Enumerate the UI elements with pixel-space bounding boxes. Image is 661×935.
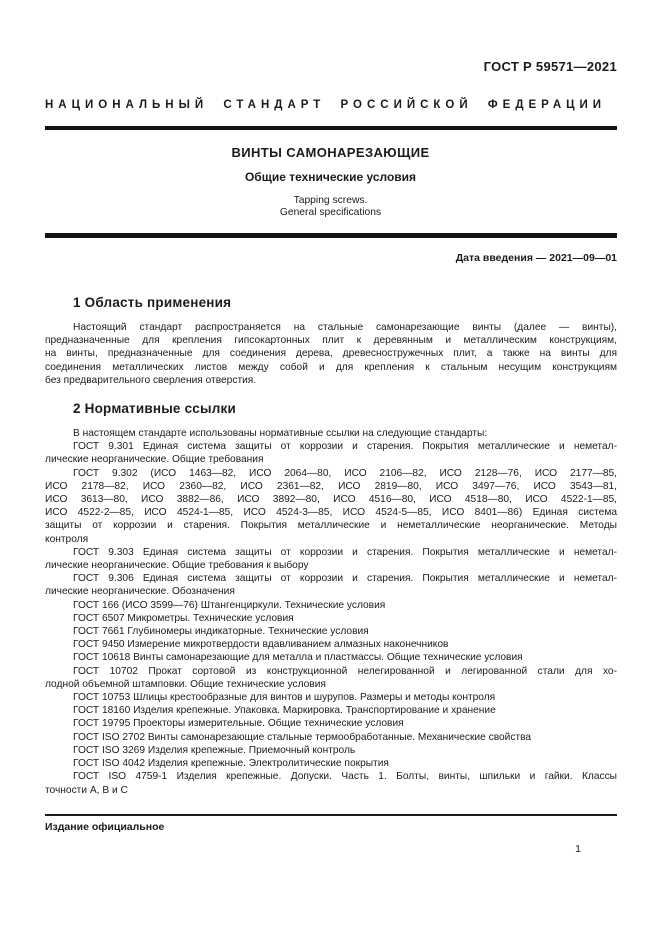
- paragraph-line: ГОСТ ISO 3269 Изделия крепежные. Приемочный контроль: [73, 744, 356, 756]
- paragraph: [45, 731, 617, 744]
- paragraph-line: ГОСТ 9.303 Единая система защиты от коррозии и старения. Покрытия металлические и неметал-: [73, 546, 617, 558]
- document-body: [45, 295, 617, 797]
- paragraph-line: лодной объемной штамповки. Общие технические условия: [45, 678, 326, 690]
- header-rule: [45, 126, 617, 130]
- doc-number: ГОСТ Р 59571—2021: [483, 59, 617, 74]
- section-heading: 1 Область применения: [73, 295, 232, 310]
- paragraph-line: ГОСТ 7661 Глубиномеры индикаторные. Технические условия: [73, 626, 369, 638]
- paragraph-line: ГОСТ 10753 Шлицы крестообразные для винтов и шурупов. Размеры и методы контроля: [73, 692, 496, 704]
- edition-note: Издание официальное: [45, 821, 165, 833]
- paragraph-line: ГОСТ 6507 Микрометры. Технические условия: [73, 612, 294, 624]
- paragraph: [45, 651, 617, 664]
- paragraph-line: ИСО 3613—80, ИСО 3882—86, ИСО 3892—80, ИСО 4516—80, ИСО 4518—80, ИСО 4522-1—85,: [45, 494, 617, 506]
- paragraph-line: точности А, В и С: [45, 784, 128, 796]
- section-heading: 2 Нормативные ссылки: [73, 401, 236, 417]
- paragraph: [45, 467, 617, 546]
- paragraph: [45, 440, 617, 466]
- paragraph-line: ГОСТ 9.306 Единая система защиты от коррозии и старения. Покрытия металлические и неметал-: [73, 573, 617, 585]
- paragraph: [45, 717, 617, 730]
- paragraph-line: соединения металлических листов между собой и для крепления к стальным несущим конструкциям: [45, 361, 617, 373]
- page-number: 1: [575, 843, 581, 855]
- paragraph-line: ГОСТ 10618 Винты самонарезающие для металла и пластмассы. Общие технические условия: [73, 652, 523, 664]
- paragraph-line: ГОСТ 18160 Изделия крепежные. Упаковка. Маркировка. Транспортирование и хранение: [73, 705, 496, 717]
- paragraph-line: ГОСТ 10702 Прокат сортовой из конструкционной нелегированной и легированной стали для хо-: [73, 665, 617, 677]
- paragraph-line: ГОСТ ISO 2702 Винты самонарезающие стальные термообработанные. Механические свойства: [73, 731, 532, 743]
- paragraph: [45, 757, 617, 770]
- paragraph: [45, 770, 617, 796]
- paragraph: [45, 599, 617, 612]
- title-english-line: Tapping screws.: [293, 195, 368, 206]
- paragraph-line: без предварительного сверления отверстия.: [45, 374, 257, 386]
- paragraph: [45, 427, 617, 440]
- paragraph: [45, 665, 617, 691]
- title-english-line: General specifications: [279, 207, 382, 219]
- paragraph-line: лические неорганические. Обозначения: [45, 586, 235, 598]
- paragraph-line: лические неорганические. Общие требования к выбору: [45, 560, 309, 572]
- doc-subtitle: Общие технические условия: [244, 170, 417, 184]
- paragraph-line: ГОСТ ISO 4042 Изделия крепежные. Электролитические покрытия: [73, 758, 389, 770]
- paragraph-line: ИСО 2178—82, ИСО 2360—82, ИСО 2361—82, ИСО 2819—80, ИСО 3497—76, ИСО 3543—81,: [45, 480, 617, 492]
- paragraph: [45, 572, 617, 598]
- paragraph-line: предназначенные для крепления гипсокартонных плит к деревянным и металлическим конструкциям,: [45, 335, 617, 347]
- paragraph-line: ГОСТ 166 (ИСО 3599—76) Штангенциркули. Технические условия: [73, 599, 386, 611]
- paragraph: [45, 612, 617, 625]
- section: [45, 401, 617, 797]
- paragraph-line: защиты от коррозии и старения. Покрытия металлические и неметаллические неорганические. Методы: [45, 520, 617, 532]
- doc-title: ВИНТЫ САМОНАРЕЗАЮЩИЕ: [231, 145, 430, 160]
- standard-type-line: НАЦИОНАЛЬНЫЙ СТАНДАРТ РОССИЙСКОЙ ФЕДЕРАЦИИ: [45, 99, 607, 111]
- paragraph-line: на винты, предназначенные для соединения дерева, древесностружечных плит, а также на винты для: [45, 348, 617, 360]
- doc-title-english: [0, 195, 661, 220]
- paragraph: [45, 691, 617, 704]
- paragraph: [45, 625, 617, 638]
- section: [45, 295, 617, 387]
- paragraph-line: Настоящий стандарт распространяется на стальные самонарезающие винты (далее — винты),: [73, 322, 617, 333]
- paragraph-line: ГОСТ 19795 Проекторы измерительные. Общие технические условия: [73, 718, 404, 730]
- paragraph: [45, 744, 617, 757]
- paragraph-line: контроля: [45, 533, 89, 545]
- paragraph-line: ГОСТ 9.302 (ИСО 1463—82, ИСО 2064—80, ИСО 2106—82, ИСО 2128—76, ИСО 2177—85,: [73, 467, 617, 479]
- paragraph: [45, 638, 617, 651]
- paragraph-line: лические неорганические. Общие требования: [45, 454, 264, 466]
- title-rule: [45, 233, 617, 238]
- paragraph: [45, 704, 617, 717]
- footer-rule: [45, 814, 617, 816]
- paragraph-line: ГОСТ 9450 Измерение микротвердости вдавливанием алмазных наконечников: [73, 639, 449, 651]
- effective-date: Дата введения — 2021—09—01: [455, 252, 617, 264]
- paragraph: [45, 546, 617, 572]
- paragraph-line: В настоящем стандарте использованы нормативные ссылки на следующие стандарты:: [73, 428, 488, 440]
- paragraph: [45, 321, 617, 387]
- paragraph-line: ГОСТ 9.301 Единая система защиты от коррозии и старения. Покрытия металлические и неметал-: [73, 441, 617, 453]
- paragraph-line: ГОСТ ISO 4759-1 Изделия крепежные. Допуски. Часть 1. Болты, винты, шпильки и гайки. Классы: [73, 771, 617, 783]
- paragraph-line: ИСО 4522-2—85, ИСО 4524-1—85, ИСО 4524-3—85, ИСО 4524-5—85, ИСО 8401—86) Единая система: [45, 507, 617, 519]
